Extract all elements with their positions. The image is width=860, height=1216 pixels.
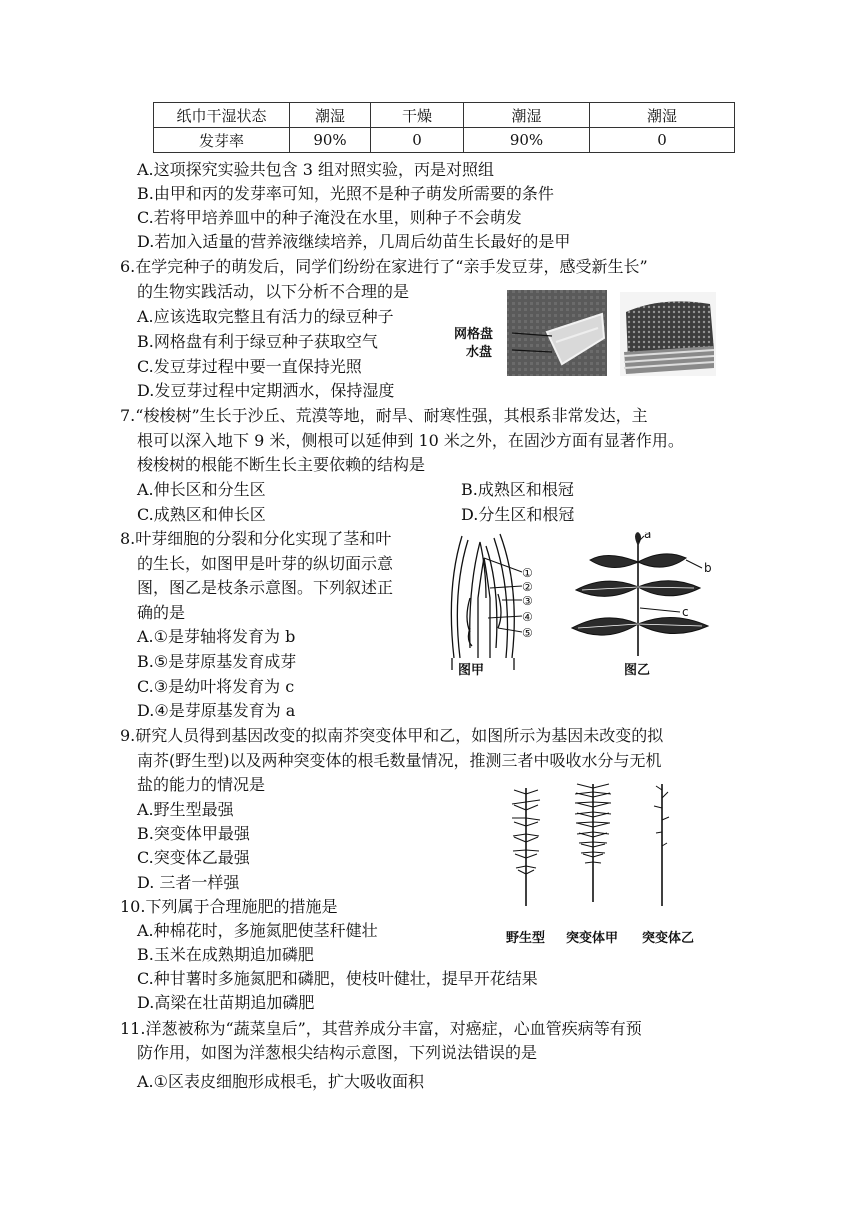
q6-stem-line: 6.在学完种子的萌发后，同学们纷纷在家进行了“亲手发豆芽，感受新生长”: [120, 257, 648, 276]
q9-option-b: B.突变体甲最强: [137, 824, 250, 843]
bud-part-number: ①: [522, 566, 533, 580]
q10-option-c: C.种甘薯时多施氮肥和磷肥，使枝叶健壮，提早开花结果: [137, 969, 538, 988]
root-hair-figure: [496, 780, 716, 946]
q10-option-a: A.种棉花时，多施氮肥使茎秆健壮: [137, 921, 378, 940]
figure-a-caption: 图甲: [458, 663, 485, 678]
sprout-tray-photo: [452, 290, 724, 378]
q9-option-c: C.突变体乙最强: [137, 848, 250, 867]
bud-part-number: ②: [522, 580, 533, 594]
q7-stem-line: 根可以深入地下 9 米，侧根可以延伸到 10 米之外，在固沙方面有显著作用。: [137, 431, 684, 450]
table-cell: 潮湿: [464, 103, 590, 128]
q8-option-b: B.⑤是芽原基发育成芽: [137, 652, 297, 671]
q5-option-c: C.若将甲培养皿中的种子淹没在水里，则种子不会萌发: [137, 208, 522, 227]
q6-option-c: C.发豆芽过程中要一直保持光照: [137, 357, 362, 376]
leaf-bud-section-figure: [440, 528, 552, 678]
q8-option-a: A.①是芽轴将发育为 b: [137, 627, 296, 646]
q5-option-a: A.这项探究实验共包含 3 组对照实验，丙是对照组: [137, 160, 494, 179]
branch-part-letter: a: [644, 532, 652, 541]
q7-option-d: D.分生区和根冠: [461, 505, 575, 524]
table-cell: 0: [371, 128, 464, 153]
bud-part-number: ⑤: [522, 626, 533, 640]
q6-option-b: B.网格盘有利于绿豆种子获取空气: [137, 332, 378, 351]
branch-part-letter: b: [704, 561, 712, 575]
grid-tray-label: 网格盘: [454, 327, 494, 342]
q6-option-d: D.发豆芽过程中定期洒水，保持湿度: [137, 381, 395, 400]
q9-option-a: A.野生型最强: [137, 800, 234, 819]
table-cell: 90%: [290, 128, 371, 153]
figure-b-caption: 图乙: [624, 663, 651, 678]
q5-option-d: D.若加入适量的营养液继续培养，几周后幼苗生长最好的是甲: [137, 232, 571, 251]
table-cell: 潮湿: [590, 103, 735, 128]
q10-option-d: D.高梁在壮苗期追加磷肥: [137, 993, 315, 1012]
table-row: [154, 103, 735, 128]
table-cell: 发芽率: [154, 128, 290, 153]
germination-table: [153, 102, 735, 153]
bud-part-number: ④: [522, 610, 533, 624]
q9-stem-line: 南芥(野生型)以及两种突变体的根毛数量情况，推测三者中吸收水分与无机: [137, 751, 662, 770]
q5-option-b: B.由甲和丙的发芽率可知，光照不是种子萌发所需要的条件: [137, 184, 554, 203]
q8-stem-line: 的生长，如图甲是叶芽的纵切面示意: [137, 554, 394, 573]
q6-stem-line: 的生物实践活动，以下分析不合理的是: [137, 282, 410, 301]
q10-option-b: B.玉米在成熟期追加磷肥: [137, 945, 314, 964]
q11-option-a: A.①区表皮细胞形成根毛，扩大吸收面积: [137, 1072, 424, 1091]
q9-option-d: D. 三者一样强: [137, 873, 240, 892]
mutant-a-caption: 突变体甲: [566, 931, 619, 946]
mutant-b-caption: 突变体乙: [642, 931, 695, 946]
table-cell: 0: [590, 128, 735, 153]
q11-stem-line: 防作用，如图为洋葱根尖结构示意图，下列说法错误的是: [137, 1043, 538, 1062]
q11-stem-line: 11.洋葱被称为“蔬菜皇后”，其营养成分丰富，对癌症，心血管疾病等有预: [120, 1019, 642, 1038]
wild-type-caption: 野生型: [506, 931, 546, 946]
q8-option-d: D.④是芽原基发育为 a: [137, 701, 296, 720]
water-tray-label: 水盘: [466, 345, 493, 360]
q10-stem: 10.下列属于合理施肥的措施是: [120, 897, 338, 916]
q7-option-a: A.伸长区和分生区: [137, 480, 266, 499]
table-cell: 潮湿: [290, 103, 371, 128]
branch-part-letter: c: [682, 605, 689, 619]
q8-option-c: C.③是幼叶将发育为 c: [137, 677, 295, 696]
q6-option-a: A.应该选取完整且有活力的绿豆种子: [137, 307, 394, 326]
q8-stem-line: 确的是: [137, 603, 186, 622]
q7-stem-line: 7.“梭梭树”生长于沙丘、荒漠等地，耐旱、耐寒性强，其根系非常发达，主: [120, 406, 648, 425]
q8-stem-line: 图，图乙是枝条示意图。下列叙述正: [137, 578, 394, 597]
branch-figure: [568, 532, 720, 678]
q9-stem-line: 盐的能力的情况是: [137, 775, 266, 794]
q9-stem-line: 9.研究人员得到基因改变的拟南芥突变体甲和乙，如图所示为基因未改变的拟: [120, 726, 664, 745]
table-row: [154, 128, 735, 153]
table-cell: 90%: [464, 128, 590, 153]
bud-part-number: ③: [522, 594, 533, 608]
q7-stem-line: 梭梭树的根能不断生长主要依赖的结构是: [137, 455, 426, 474]
q8-stem-line: 8.叶芽细胞的分裂和分化实现了茎和叶: [120, 529, 392, 548]
q7-option-c: C.成熟区和伸长区: [137, 505, 266, 524]
table-cell: 干燥: [371, 103, 464, 128]
table-cell: 纸巾干湿状态: [154, 103, 290, 128]
q7-option-b: B.成熟区和根冠: [461, 480, 574, 499]
